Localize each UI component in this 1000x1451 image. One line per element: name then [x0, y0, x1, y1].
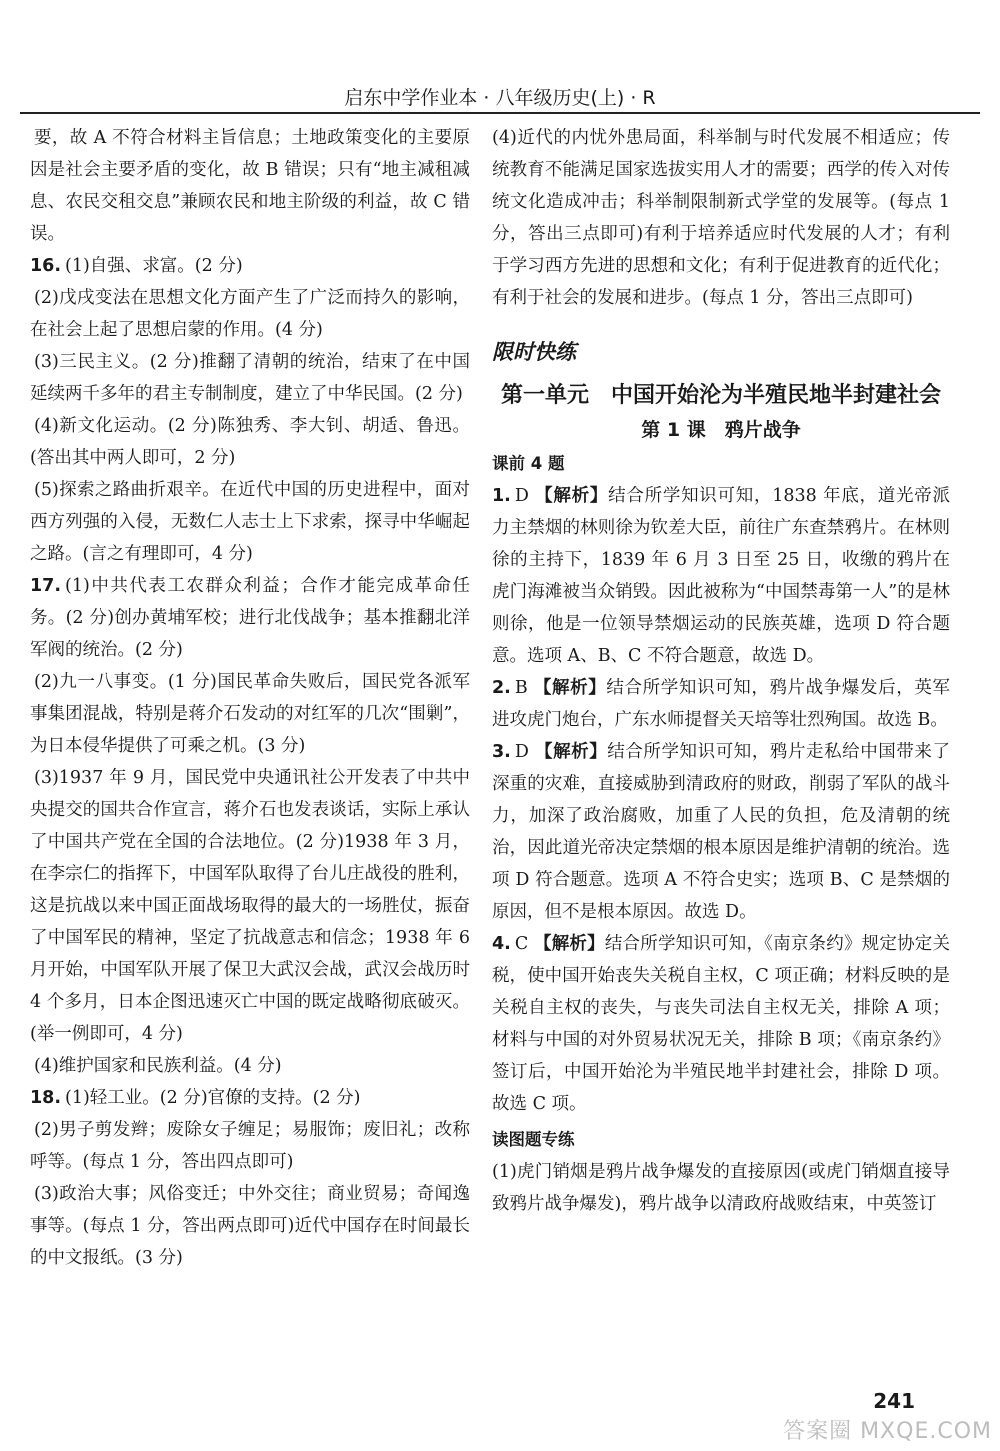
answer-item: 2. B 【解析】结合所学知识可知，鸦片战争爆发后，英军进攻虎门炮台，广东水师提督关天培等壮烈殉国。故选 B。	[492, 678, 951, 730]
unit-title: 第一单元 中国开始沦为半殖民地半封建社会	[500, 383, 941, 408]
left-column	[30, 122, 470, 1274]
section-title: 限时快练	[492, 340, 576, 364]
lesson-title: 第 1 课 鸦片战争	[641, 419, 801, 441]
watermark: 答案圈 MXQE.COM	[783, 1419, 992, 1444]
answer-item: 1. D 【解析】结合所学知识可知，1838 年底，道光帝派力主禁烟的林则徐为钦差大臣，前往广东查禁鸦片。在林则徐的主持下，1839 年 6 月 3 日至 25 日，收缴的鸦片在虎门海滩被当众销毁。因此被称为“中国禁毒第一人”的是林则徐，他是一位领导禁烟运动的民族英雄，选项 D 符合题意。选项 A、B、C 不符合题意，故选 D。	[492, 486, 950, 666]
answer-paragraph: (3)1937 年 9 月，国民党中央通讯社公开发表了中共中央提交的国共合作宣言，蒋介石也发表谈话，实际上承认了中国共产党在全国的合法地位。(2 分)1938 年 3 月，在李宗仁的指挥下，中国军队取得了台儿庄战役的胜利，这是抗战以来中国正面战场取得的最大的一场胜仗，振奋了中国军民的精神，坚定了抗战意志和信念；1938 年 6 月开始，中国军队开展了保卫大武汉会战，武汉会战历时 4 个多月，日本企图迅速灭亡中国的既定战略彻底破灭。(举一例即可，4 分)	[30, 768, 470, 1044]
answer-paragraph: (2)戊戌变法在思想文化方面产生了广泛而持久的影响，在社会上起了思想启蒙的作用。(4 分)	[30, 288, 470, 340]
answer-paragraph: (3)政治大事；风俗变迁；中外交往；商业贸易；奇闻逸事等。(每点 1 分，答出两点即可)近代中国存在时间最长的中文报纸。(3 分)	[30, 1184, 470, 1268]
answer-item: 4. C 【解析】结合所学知识可知，《南京条约》规定协定关税，使中国开始丧失关税自主权，C 项正确；材料反映的是关税自主权的丧失，与丧失司法自主权无关，排除 A 项；材料与中国的对外贸易状况无关，排除 B 项；《南京条约》签订后，中国开始沦为半殖民地半封建社会，排除 D 项。故选 C 项。	[492, 934, 950, 1114]
answer-paragraph: (1)虎门销烟是鸦片战争爆发的直接原因(或虎门销烟直接导致鸦片战争爆发)，鸦片战争以清政府战败结束，中英签订	[492, 1162, 950, 1214]
answer-paragraph: (4)新文化运动。(2 分)陈独秀、李大钊、胡适、鲁迅。(答出其中两人即可，2 分)	[30, 416, 470, 468]
answer-paragraph: (2)男子剪发辫；废除女子缠足；易服饰；废旧礼；改称呼等。(每点 1 分，答出四点即可)	[30, 1120, 470, 1172]
page-number: 241	[873, 1389, 915, 1413]
answer-paragraph: (4)近代的内忧外患局面，科举制与时代发展不相适应；传统教育不能满足国家选拔实用人才的需要；西学的传入对传统文化造成冲击；科举制限制新式学堂的发展等。(每点 1 分，答出三点即可)有利于培养适应时代发展的人才；有利于学习西方先进的思想和文化；有利于促进教育的近代化；有利于社会的发展和进步。(每点 1 分，答出三点即可)	[492, 128, 950, 308]
answer-paragraph: 要，故 A 不符合材料主旨信息；土地政策变化的主要原因是社会主要矛盾的变化，故 B 错误；只有“地主减租减息、农民交租交息”兼顾农民和地主阶级的利益，故 C 错误。	[30, 128, 470, 244]
page-header: 启东中学作业本 · 八年级历史(上) · R	[20, 86, 980, 114]
answer-paragraph: 17. (1)中共代表工农群众利益；合作才能完成革命任务。(2 分)创办黄埔军校；进行北伐战争；基本推翻北洋军阀的统治。(2 分)	[30, 576, 470, 660]
answer-paragraph: 16. (1)自强、求富。(2 分)	[30, 256, 243, 276]
answer-paragraph: 18. (1)轻工业。(2 分)官僚的支持。(2 分)	[30, 1088, 361, 1108]
answer-paragraph: (5)探索之路曲折艰辛。在近代中国的历史进程中，面对西方列强的入侵，无数仁人志士上下求索，探寻中华崛起之路。(言之有理即可，4 分)	[30, 480, 470, 564]
answer-paragraph: (2)九一八事变。(1 分)国民革命失败后，国民党各派军事集团混战，特别是蒋介石发动的对红军的几次“围剿”，为日本侵华提供了可乘之机。(3 分)	[30, 672, 470, 756]
right-column	[492, 122, 950, 1220]
answer-item: 3. D 【解析】结合所学知识可知，鸦片走私给中国带来了深重的灾难，直接威胁到清政府的财政，削弱了军队的战斗力，加深了政治腐败，加重了人民的负担，危及清朝的统治，因此道光帝决定禁烟的根本原因是维护清朝的统治。选项 D 符合题意。选项 A 不符合史实；选项 B、C 是禁烟的原因，但不是根本原因。故选 D。	[492, 742, 951, 922]
pre-class-title: 课前 4 题	[492, 454, 565, 473]
answer-paragraph: (4)维护国家和民族利益。(4 分)	[34, 1056, 282, 1076]
map-practice-title: 读图题专练	[492, 1130, 575, 1149]
answer-paragraph: (3)三民主义。(2 分)推翻了清朝的统治，结束了在中国延续两千多年的君主专制制度，建立了中华民国。(2 分)	[30, 352, 470, 404]
